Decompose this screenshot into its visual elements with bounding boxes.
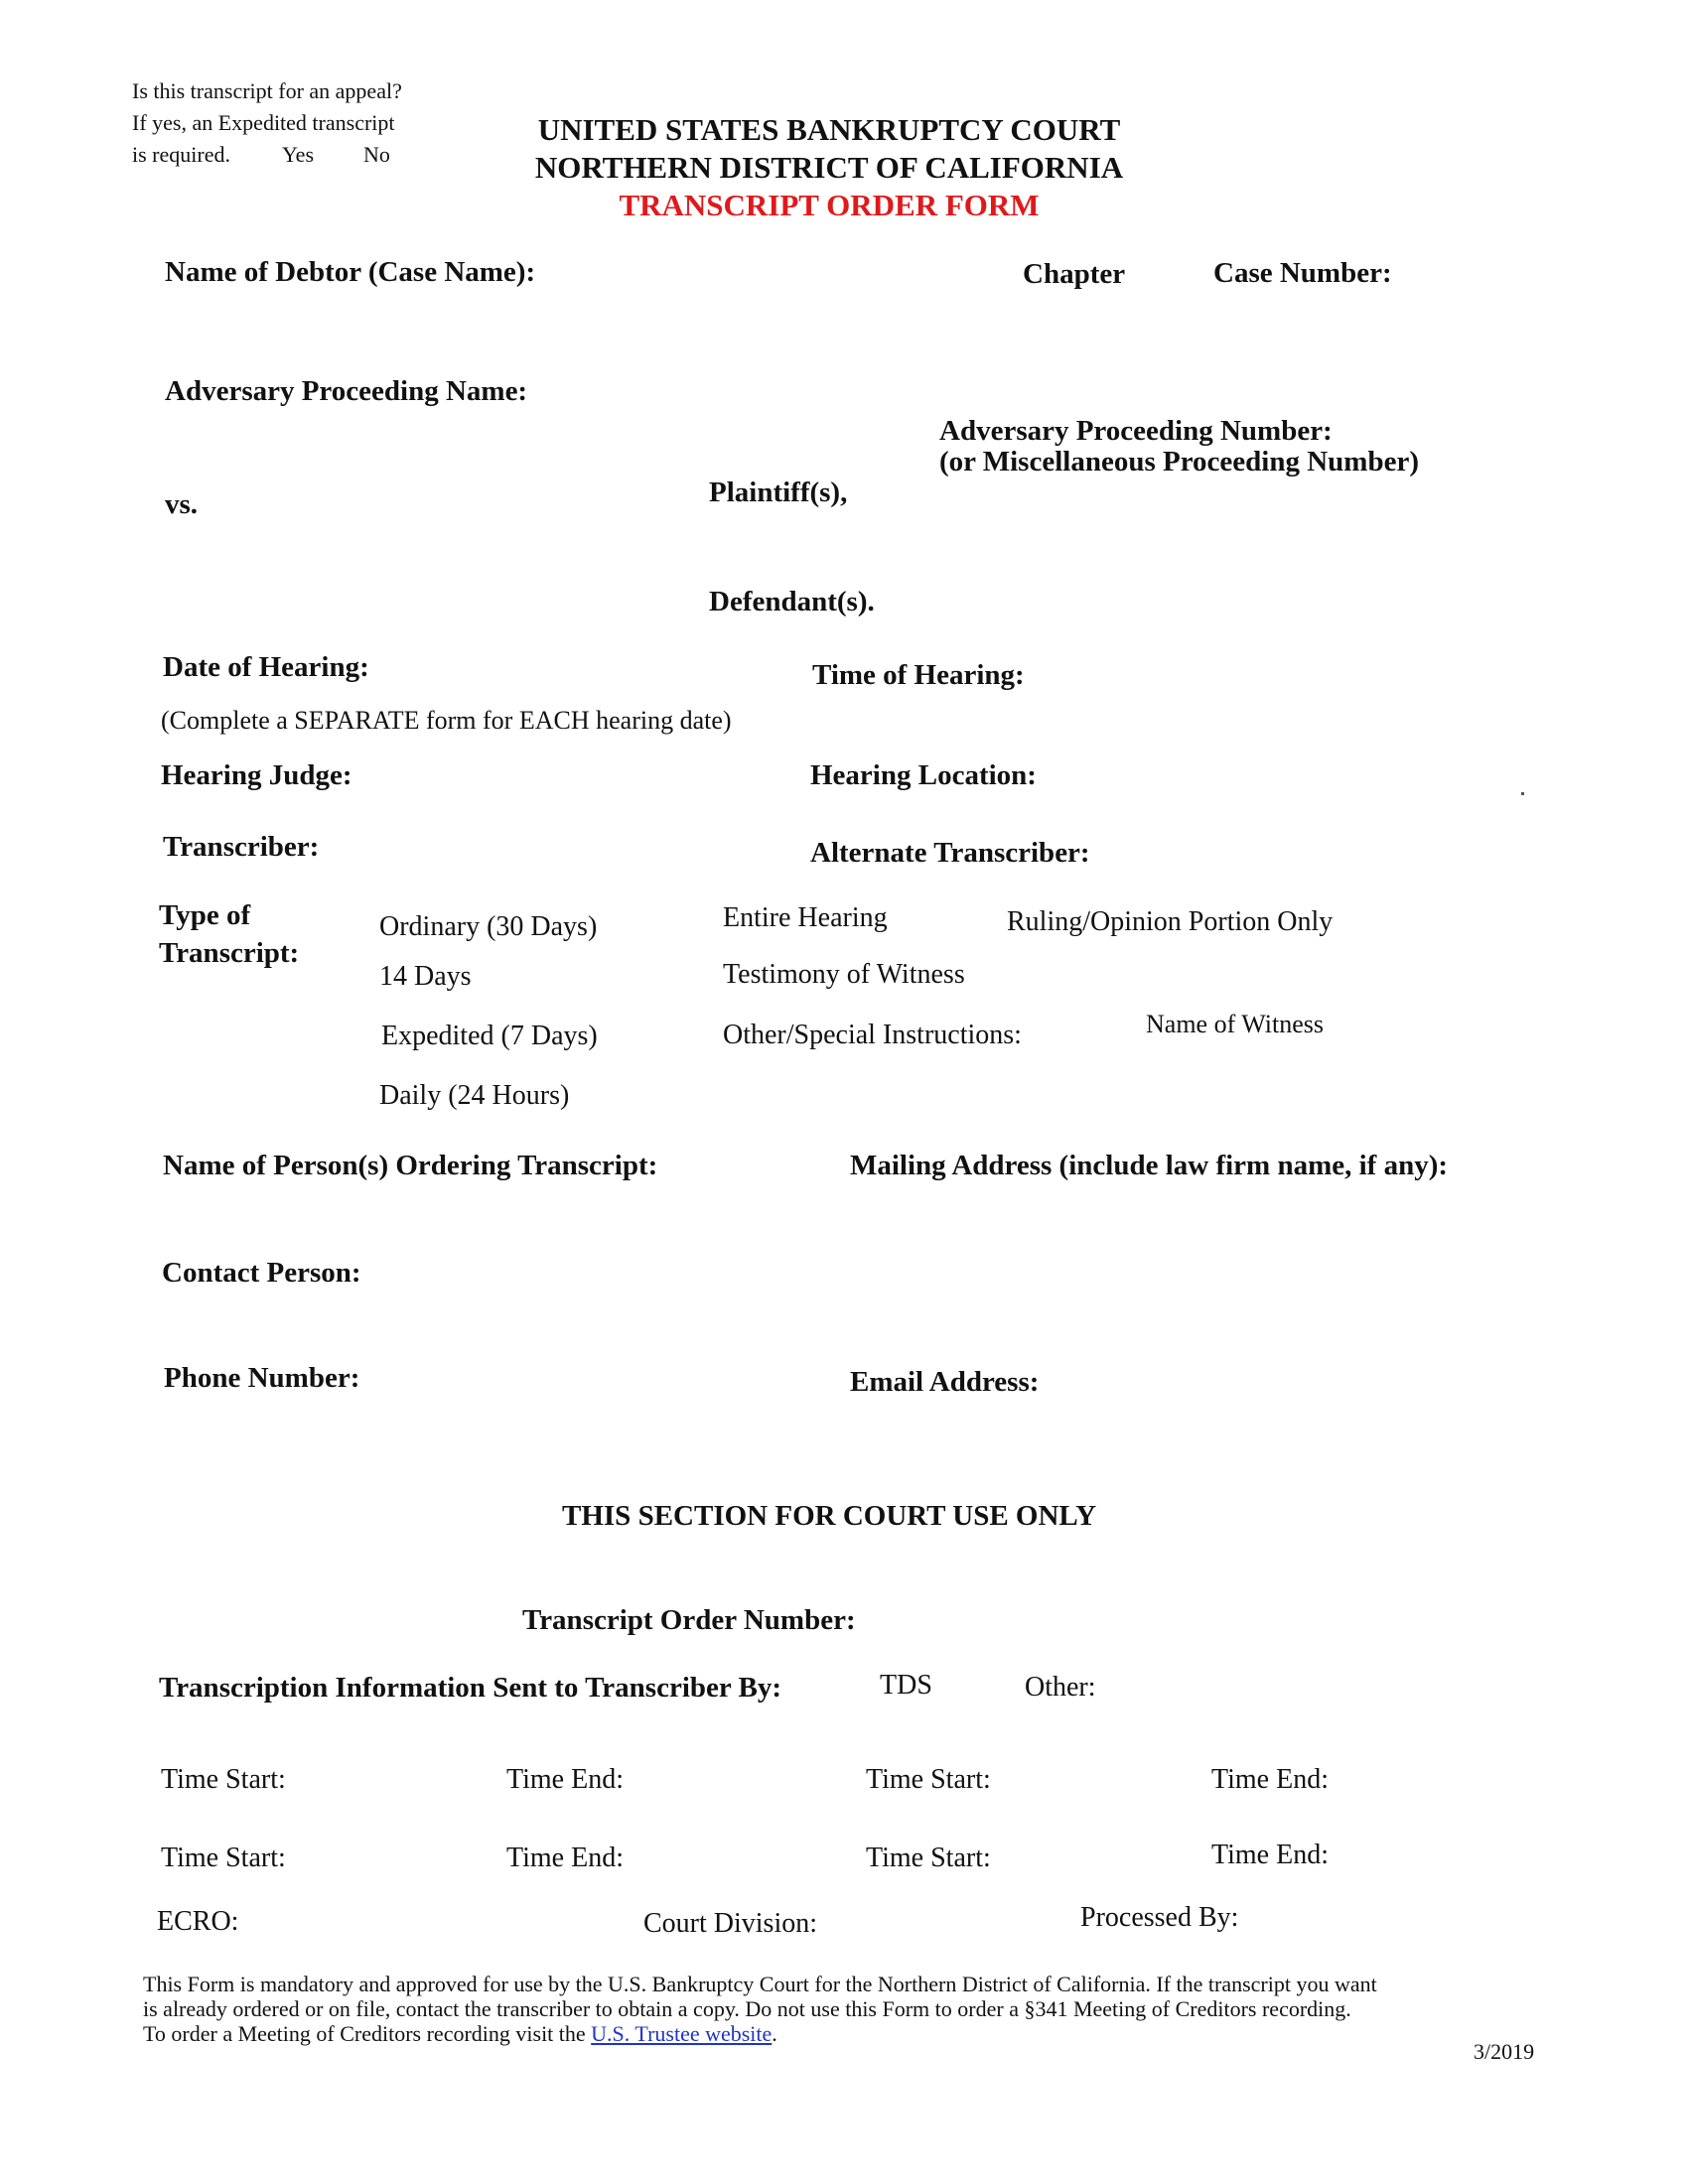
footer-line-3: [143, 2021, 777, 2046]
defendants-label: Defendant(s).: [709, 586, 875, 617]
separate-form-note: (Complete a SEPARATE form for EACH hearing date): [161, 706, 732, 735]
time-start-4: Time Start:: [866, 1843, 991, 1873]
time-end-1: Time End:: [506, 1764, 624, 1795]
court-division-label: Court Division:: [643, 1908, 818, 1939]
transcript-type-label-line2: Transcript:: [159, 937, 300, 969]
time-end-4: Time End:: [1211, 1840, 1329, 1870]
footer-line-2: is already ordered or on file, contact the transcriber to obtain a copy. Do not use this Form to order a §341 Meeting of Creditors recording.: [143, 1996, 1351, 2021]
option-entire-hearing[interactable]: Entire Hearing: [723, 902, 888, 933]
form-title: TRANSCRIPT ORDER FORM: [619, 188, 1040, 222]
court-name: UNITED STATES BANKRUPTCY COURT: [537, 112, 1121, 147]
transcript-type-label: Type of: [159, 899, 251, 931]
chapter-label: Chapter: [1023, 258, 1126, 290]
case-number-label: Case Number:: [1213, 257, 1392, 289]
revision-date: 3/2019: [1474, 2039, 1535, 2064]
appeal-question: Is this transcript for an appeal?: [132, 78, 402, 103]
adversary-number-label: Adversary Proceeding Number:: [939, 415, 1333, 447]
ordering-person-label: Name of Person(s) Ordering Transcript:: [163, 1150, 658, 1181]
contact-person-label: Contact Person:: [162, 1257, 361, 1289]
time-end-2: Time End:: [1211, 1764, 1329, 1795]
time-start-3: Time Start:: [161, 1843, 286, 1873]
option-14-days[interactable]: 14 Days: [379, 961, 472, 992]
transcript-order-number-label: Transcript Order Number:: [522, 1604, 856, 1636]
phone-number-label: Phone Number:: [164, 1362, 360, 1394]
court-use-heading: THIS SECTION FOR COURT USE ONLY: [562, 1500, 1097, 1532]
footer-line-1: This Form is mandatory and approved for use by the U.S. Bankruptcy Court for the Northern District of California. If the transcript you want: [143, 1972, 1377, 1996]
adversary-name-label: Adversary Proceeding Name:: [165, 375, 528, 407]
hearing-time-label: Time of Hearing:: [812, 659, 1025, 691]
transcriber-label: Transcriber:: [163, 831, 320, 863]
appeal-yes-option[interactable]: Yes: [282, 142, 315, 167]
hearing-judge-label: Hearing Judge:: [161, 759, 352, 791]
us-trustee-link[interactable]: U.S. Trustee website: [591, 2021, 773, 2046]
hearing-date-label: Date of Hearing:: [163, 651, 369, 683]
footer-line-3-suffix: .: [772, 2021, 777, 2046]
mailing-address-label: Mailing Address (include law firm name, if any):: [850, 1150, 1449, 1181]
plaintiffs-label: Plaintiff(s),: [709, 477, 848, 508]
time-start-2: Time Start:: [866, 1764, 991, 1795]
ecro-label: ECRO:: [157, 1906, 239, 1937]
sent-by-tds-option[interactable]: TDS: [880, 1670, 932, 1701]
court-district: NORTHERN DISTRICT OF CALIFORNIA: [534, 150, 1124, 185]
witness-name-label: Name of Witness: [1146, 1010, 1324, 1038]
time-end-3: Time End:: [506, 1843, 624, 1873]
appeal-expedited-note: If yes, an Expedited transcript: [132, 110, 395, 135]
option-ordinary[interactable]: Ordinary (30 Days): [379, 911, 598, 942]
appeal-required-note: is required.: [132, 142, 230, 167]
processed-by-label: Processed By:: [1080, 1902, 1239, 1933]
hearing-location-label: Hearing Location:: [810, 759, 1037, 791]
option-other-instructions[interactable]: Other/Special Instructions:: [723, 1020, 1022, 1050]
option-daily[interactable]: Daily (24 Hours): [379, 1080, 570, 1111]
time-start-1: Time Start:: [161, 1764, 286, 1795]
alternate-transcriber-label: Alternate Transcriber:: [810, 837, 1090, 869]
debtor-name-label: Name of Debtor (Case Name):: [165, 256, 536, 288]
adversary-number-sublabel: (or Miscellaneous Proceeding Number): [939, 446, 1419, 478]
versus-label: vs.: [165, 488, 199, 520]
option-expedited[interactable]: Expedited (7 Days): [381, 1021, 598, 1051]
sent-to-transcriber-label: Transcription Information Sent to Transcriber By:: [159, 1672, 781, 1704]
email-address-label: Email Address:: [850, 1366, 1040, 1398]
sent-by-other-option[interactable]: Other:: [1025, 1672, 1096, 1703]
footer-line-3-prefix: To order a Meeting of Creditors recording visit the: [143, 2021, 592, 2046]
stray-dot: [1521, 792, 1524, 795]
option-ruling-opinion[interactable]: Ruling/Opinion Portion Only: [1007, 906, 1334, 937]
option-testimony-witness[interactable]: Testimony of Witness: [723, 959, 965, 990]
appeal-no-option[interactable]: No: [363, 142, 390, 167]
